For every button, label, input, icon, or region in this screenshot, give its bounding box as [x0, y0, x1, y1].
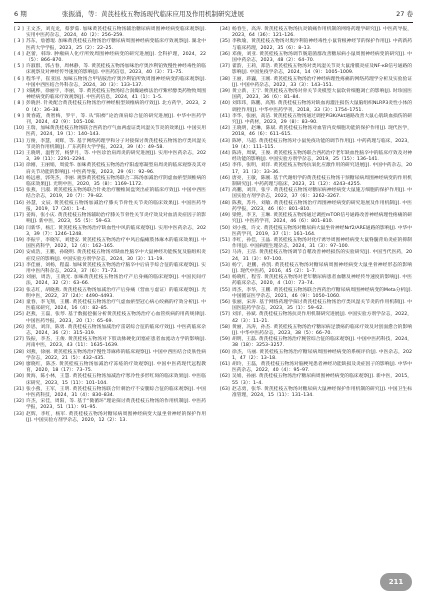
- reference-entry: [220, 163, 412, 175]
- reference-number: [16]: [14, 200, 24, 206]
- reference-entry: [14, 89, 206, 101]
- reference-text: 张小燕，王军，王明. 黄芪桂枝五物汤联合针刺治疗不安腿综合征的临床观察[J]. 中国中医药科技，2024，31（4）：830–834.: [26, 386, 206, 398]
- reference-entry: [14, 77, 206, 89]
- reference-entry: [220, 89, 412, 101]
- reference-entry: [14, 176, 206, 188]
- reference-number: [57]: [220, 312, 230, 318]
- reference-number: [ 4 ]: [14, 51, 24, 57]
- reference-entry: [14, 151, 206, 163]
- reference-number: [47]: [220, 188, 230, 194]
- reference-entry: [14, 114, 206, 126]
- reference-number: [63]: [220, 386, 230, 392]
- reference-number: [60]: [220, 349, 230, 355]
- reference-entry: [220, 387, 412, 399]
- reference-entry: [220, 226, 412, 238]
- reference-entry: [14, 250, 206, 262]
- reference-number: [50]: [220, 225, 230, 231]
- reference-entry: [220, 300, 412, 312]
- reference-entry: [220, 101, 412, 113]
- references-column-left: [14, 27, 206, 424]
- reference-number: [ 6 ]: [14, 76, 24, 82]
- reference-number: [ 5 ]: [14, 64, 24, 70]
- reference-text: 王瑞，加味黄芪桂枝五物汤联合西药治疗气血两虚证类风湿关节炎的效果[J]. 中国实用医药，2024，19（1）：140–143.: [26, 126, 206, 138]
- reference-entry: [14, 312, 206, 324]
- reference-entry: [220, 238, 412, 250]
- reference-text: 钱振，李杰，王俊. 黄芪桂枝五物汤对下肢动脉硬化闭塞症患者血流动力学的影响[J]. 河南中医，2023，43（11）：1635–1639.: [26, 337, 206, 349]
- reference-entry: [14, 374, 206, 386]
- reference-number: [31]: [14, 386, 24, 392]
- reference-entry: [14, 337, 206, 349]
- reference-entry: [14, 238, 206, 250]
- reference-number: [ 8 ]: [14, 101, 24, 107]
- reference-entry: [220, 176, 412, 188]
- reference-entry: [220, 275, 412, 287]
- reference-number: [28]: [14, 349, 24, 355]
- reference-entry: [220, 250, 412, 262]
- reference-text: 张志红，胡晓燕. 黄芪桂枝五物汤加减治疗产后身痛（营血亏虚证）的临床观察[J]. 光明中医，2022，37（24）：4490–4493.: [26, 287, 206, 299]
- reference-text: 邓俊，刘亚. 黄芪桂枝五物汤调节肠道菌群改善糖尿病小鼠周围神经病变的研究[J]. 中国中药杂志，2023，48（2）：64–70.: [232, 51, 412, 64]
- reference-number: [26]: [14, 324, 24, 330]
- reference-number: [52]: [220, 250, 230, 256]
- reference-text: 杨宁，赵鹏，孙凯. 黄芪桂枝五物汤对糖尿病周围神经病变大鼠坐骨神经形态的影响[J]. 现代中医药，2016，45（2）：1–7.: [232, 262, 412, 274]
- reference-entry: [220, 188, 412, 200]
- reference-entry: [220, 151, 412, 163]
- reference-entry: [220, 201, 412, 213]
- reference-text: 彭晓洪. 针灸配合黄芪桂枝五物汤治疗神经根型颈椎病的疗效[J]. 北方药学，2023，20（4）：36–38.: [26, 101, 206, 113]
- reference-text: 廖晓红，陈杰. 黄芪桂枝五物汤加减治疗冻疮的疗效观察[J]. 中国中医药现代远程教育，2020，18（17）：73–75.: [26, 361, 206, 374]
- reference-entry: [14, 126, 206, 138]
- reference-text: 周杰，李华，王鹏. 黄芪桂枝五物汤联合西药治疗糖尿病周围神经病变的Meta分析[J]. 中国循证医学杂志，2021，46（9）：1050–1060.: [232, 287, 412, 299]
- reference-number: [22]: [14, 275, 24, 281]
- reference-number: [35]: [220, 39, 230, 45]
- reference-number: [61]: [220, 361, 230, 367]
- reference-entry: [14, 362, 206, 374]
- reference-number: [ 2 ]: [14, 27, 24, 32]
- reference-entry: [14, 325, 206, 337]
- reference-entry: [220, 27, 412, 39]
- reference-text: 赵燕，王磊，张琴. 基于数据挖掘分析黄芪桂枝五物汤治疗心血管疾病的用药规律[J]. 中国医药导报，2023，20（1）：65–69.: [26, 312, 206, 324]
- reference-entry: [220, 39, 412, 51]
- reference-entry: [220, 312, 412, 324]
- reference-entry: [14, 64, 206, 76]
- reference-entry: [220, 337, 412, 349]
- reference-number: [58]: [220, 324, 230, 330]
- reference-number: [ 7 ]: [14, 89, 24, 95]
- reference-text: 程华平，崔亚国. 加味五物汤合甲钴胺治疗奥沙利铂所致周围神经病变的临床观察[J]. 中国中西医结合外科杂志，2024，30（3）：133–137.: [26, 76, 206, 88]
- reference-text: 刘玮玮，陈鹏，高翔. 黄芪桂枝五物汤对缺血再灌注损伤大鼠脑组织NLRP3炎性小体的调控作用[J]. 中华中医药学刊，2018，33（3）：1754–1751.: [232, 101, 412, 113]
- reference-entry: [14, 300, 206, 312]
- reference-number: [24]: [14, 299, 24, 305]
- reference-text: 刘洋，孙斌. 黄芪桂枝五物汤抗炎作用机制研究进展[J]. 中国实验方剂学杂志，2022，42（3）：11–21.: [232, 312, 412, 324]
- reference-text: 胡明，王磊. 黄芪桂枝五物汤治疗腕管综合征的临床观察[J]. 中国中医药科技，2024，38（18）：3253–3257.: [232, 337, 412, 349]
- reference-entry: [14, 399, 206, 411]
- reference-entry: [14, 387, 206, 399]
- reference-text: 张燕，吕淑. 黄芪桂枝五物汤联合针灸治疗腰椎间盘突出症的临床疗效[J]. 中国中西医结合杂志，2019，20（7）：79–82.: [26, 188, 206, 200]
- reference-entry: [14, 275, 206, 287]
- reference-number: [44]: [220, 151, 230, 157]
- reference-number: [55]: [220, 287, 230, 293]
- reference-text: 许淑群，郭占春，周林静，等. 黄芪桂枝五物汤加味治疗奥沙利铂致慢性神经毒性的临床观察及对神经传导速度的影响[J]. 中医药信息，2023，40（3）：71–75.: [26, 64, 206, 76]
- reference-text: 黄春霞，黄智梅，罗宇，等. 从“阳痹”论治颈肩综合征的研究进展[J]. 中华中医药学刊，2024，42（9）：105–108.: [26, 113, 206, 126]
- reference-entry: [220, 350, 412, 362]
- reference-text: 孙慧，文辰. 黄芪桂枝五物汤加减治疗膝关节骨性关节炎的临床效果[J]. 中国医药导报，2019，17（24）：1–4.: [26, 200, 206, 212]
- reference-number: [56]: [220, 299, 230, 305]
- reference-text: 许杰，宋佳，周阳，等. 基于“微循环”理论探讨黄芪桂枝五物汤的作用机制[J]. 中医药学报，2023，51（11）：91–95.: [26, 399, 206, 411]
- reference-number: [21]: [14, 262, 24, 268]
- reference-number: [23]: [14, 287, 24, 293]
- reference-number: [19]: [14, 237, 24, 243]
- reference-text: 张丽，宋涛. 基于网络药理学探讨黄芪桂枝五物汤治疗类风湿关节炎的作用机制[J]. 中国医院药学杂志，2023，35（1）：59–62.: [232, 299, 412, 312]
- reference-text: 杨晓红，程雪. 黄芪桂枝五物汤对老年糖尿病患者血糖及神经传导速度的影响[J]. 中医药临床杂志，2020，4（10）：73–74.: [232, 275, 412, 287]
- reference-entry: [14, 39, 206, 51]
- running-header: [14, 7, 413, 21]
- reference-number: [41]: [220, 113, 230, 119]
- reference-number: [34]: [220, 27, 230, 32]
- reference-number: [51]: [220, 237, 230, 243]
- reference-number: [54]: [220, 275, 230, 281]
- reference-number: [20]: [14, 250, 24, 256]
- volume-label: 27 卷: [396, 10, 413, 18]
- reference-text: 翟韵，王莉，郑浩. 黄芪桂枝五物汤对类风湿关节炎大鼠滑膜炎症及NF-κB信号通路的影响[J]. 中国免疫学杂志，2024，14（9）：1005–1009.: [232, 64, 412, 76]
- reference-text: 陈婷，马超. 黄芪桂枝五物汤对小鼠免疫功能的调节作用[J]. 中药药理与临床，2023，19（4）：111–115.: [232, 138, 412, 150]
- reference-entry: [220, 374, 412, 386]
- header-rule: [14, 22, 413, 23]
- reference-number: [15]: [14, 188, 24, 194]
- reference-number: [59]: [220, 337, 230, 343]
- reference-number: [12]: [14, 151, 24, 157]
- reference-text: 李佳丽，刘杨，程磊. 加味黄芪桂枝五物汤治疗脑卒中后肩手综合征的临床观察[J]. 实用中医内科杂志，2023，37（6）：71–73.: [26, 262, 206, 274]
- reference-entry: [14, 263, 206, 275]
- reference-text: 王文杰，刘克龙，蔡梦茹. 加味黄芪桂枝五物汤辅治糖尿病周围神经病变临床观察[J]. 实用中医药杂志，2024，40（2）：256–259.: [26, 27, 206, 39]
- reference-text: 刘燕，徐丽. 黄芪桂枝五物汤治疗慢性荨麻疹的临床观察[J]. 中国中西医结合皮肤性病学杂志，2022，21（5）：432–435.: [26, 349, 206, 361]
- reference-entry: [220, 362, 412, 374]
- reference-number: [42]: [220, 126, 230, 132]
- reference-text: 李秋瑜，黄芪桂枝五物汤对奥沙利铂神经毒性小鼠背根神经节的保护作用[J]. 中药新药与临床药理，2022，35（6）：8–13.: [232, 39, 412, 51]
- reference-entry: [220, 288, 412, 300]
- reference-number: [11]: [14, 138, 24, 144]
- reference-text: 杨春生，高涛. 黄芪桂枝五物汤抗炎镇痛作用机制的网络药理学研究[J]. 中医药导报，2023，64（36）：121–126.: [232, 27, 412, 39]
- reference-number: [25]: [14, 312, 24, 318]
- reference-text: 彭思，刘洋，陈勇. 黄芪桂枝五物汤加减治疗雷诺综合征的临床疗效[J]. 中医药临床杂志，2024，36（2）：315–319.: [26, 324, 206, 336]
- reference-text: 童春，李飞翔，王鹏. 黄芪桂枝五物汤治疗气虚血瘀型冠心病心绞痛的疗效分析[J]. 中医临床研究，2024，16（4）：82–85.: [26, 299, 206, 312]
- reference-text: 陈涛，周斌，王俊. 黄芪桂枝五物汤联合西药治疗老年缺血性脑卒中的临床疗效及对神经功能的影响[J]. 中国实验方剂学杂志，2019，25（15）：136–141.: [232, 151, 412, 163]
- reference-number: [27]: [14, 337, 24, 343]
- reference-number: [13]: [14, 163, 24, 169]
- reference-entry: [14, 213, 206, 225]
- reference-number: [17]: [14, 213, 24, 219]
- reference-number: [38]: [220, 76, 230, 82]
- reference-text: 万俊，李慧，刘辉，等. 基于网络药理学和分子对接探讨黄芪桂枝五物汤治疗类风湿关节炎的作用机制[J]. 广东药科大学学报，2023，39（4）：49–58.: [26, 138, 206, 150]
- reference-entry: [220, 325, 412, 337]
- running-title: 张振涌，等：黄芪桂枝五物汤现代临床应用及作用机制研究进展: [62, 10, 244, 18]
- reference-entry: [220, 126, 412, 138]
- reference-text: 马涛，王洁. 黄芪桂枝五物汤调节自噬改善神经损伤的实验研究[J]. 中国当代医药，2024，31（3）：97–100.: [232, 250, 412, 262]
- reference-entry: [14, 139, 206, 151]
- reference-entry: [220, 213, 412, 225]
- reference-text: 苏东，詹德琨. 加味黄芪桂枝五物汤治疗糖尿病周围神经病变临床疗效观察[J]. 湖北中医药大学学报，2023，25（2）：22–25.: [26, 39, 206, 51]
- reference-text: 胡玲，王磊，黄芪桂枝五物汤对脑梗死患者神经功能缺损及炎症因子的影响[J]. 中华中医药杂志，2022，40（4）：95–97.: [232, 361, 412, 374]
- reference-text: 赵志勇，张华. 黄芪桂枝五物汤对糖尿病大鼠神经保护作用机制的研究[J]. 中国卫生标准管理，2024，15（11）：131–134.: [232, 386, 412, 398]
- reference-number: [14]: [14, 175, 24, 181]
- issue-label: 6 期: [14, 10, 27, 18]
- reference-text: 徐杰，马丽. 黄芪桂枝五物汤治疗糖尿病周围神经病变的系统评价[J]. 中医杂志，2021，47（2）：13–18.: [232, 349, 412, 361]
- reference-entry: [220, 114, 412, 126]
- reference-text: 王晓明，赵琳，陈斌. 黄芪桂枝五物汤对血管内皮细胞功能的保护作用[J]. 现代医学，2018，46（6）：611–615.: [232, 126, 412, 138]
- reference-text: 赵蕾，韩珍. 肿瘤病人化疗所致周围神经病变的研究进展[J]. 全科护理，2024，22（5）：866–870.: [26, 51, 206, 64]
- reference-text: 黄海，陈小林，王慧. 黄芪桂枝五物汤加减治疗寒冷性多形红斑的临床效果[J]. 中医临床研究，2023，15（11）：101–104.: [26, 374, 206, 386]
- reference-entry: [14, 52, 206, 64]
- page-number-badge: 211: [380, 573, 412, 591]
- reference-text: 徐刚，王丽娟，周爱华. 加味黄芪桂枝五物汤治疗阳虚寒凝型肩周炎的临床观察及其对肩关节功能的影响[J]. 中医药导报，2023，29（6）：92–96.: [26, 163, 206, 175]
- reference-entry: [220, 52, 412, 64]
- reference-text: 安成浩，王鹏，孙晓明. 黄芪桂枝五物汤对缺血性脑卒中大鼠神经功能恢复及脑组织炎症反应的影响[J]. 中国实验方剂学杂志，2024，30（3）：11–19.: [26, 250, 206, 262]
- reference-number: [48]: [220, 200, 230, 206]
- reference-text: 李红，孙佳，王晶. 黄芪桂枝五物汤对化疗诱导周围神经病变大鼠脊髓背角炎症的抑制作用[J]. 中国病理生理杂志，2024，31（3）：97–100.: [232, 237, 412, 250]
- reference-number: [46]: [220, 175, 230, 181]
- reference-number: [49]: [220, 213, 230, 219]
- reference-entry: [14, 188, 206, 200]
- reference-entry: [220, 139, 412, 151]
- reference-entry: [14, 226, 206, 238]
- reference-number: [40]: [220, 101, 230, 107]
- reference-number: [30]: [14, 374, 24, 380]
- reference-text: 姜海，张小庆. 黄芪桂枝五物汤辅助治疗膝关节骨性关节炎疗效及对血清炎症因子的影响[J]. 新中医，2023，55（5）：59–63.: [26, 213, 206, 225]
- reference-number: [ 9 ]: [14, 113, 24, 119]
- reference-text: 梁艳，李卫，王琳. 黄芪桂枝五物汤通过调控mTOR信号通路改善神经病理性疼痛的研究[J]. 中医药学刊，2024，46（6）：801–810.: [232, 213, 412, 225]
- reference-text: 高鹏，刘洋，张宇. 黄芪桂枝五物汤对糖尿病神经病变大鼠施万细胞的保护作用[J]. 中国实验方剂学杂志，2022，37（6）：3262–3267.: [232, 188, 412, 200]
- reference-text: 黄立新，王宁. 黄芪桂枝五物汤对骨关节炎模型大鼠软骨细胞凋亡的影响[J]. 时珍国医国药，2023，36（6）：81–84.: [232, 89, 412, 101]
- reference-number: [32]: [14, 399, 24, 405]
- reference-text: 闫新华，杨汇. 黄芪桂枝五物汤治疗缺血性中风的临床观察[J]. 实用中医药杂志，2023，39（7）：1246–1248.: [26, 225, 206, 237]
- reference-number: [39]: [220, 89, 230, 95]
- reference-text: 刘砚桦，徐丽宇，李丽，等. 黄芪桂枝五物汤结合润燥通痹法治疗紫杉醇类药物致周围神经病变的临床疗效观察[J]. 中医药信息，2024，41（1）：1–5.: [26, 89, 206, 101]
- reference-number: [62]: [220, 374, 230, 380]
- reference-number: [33]: [14, 411, 24, 417]
- reference-number: [45]: [220, 163, 230, 169]
- reference-text: 吴娟，孙丽. 黄芪桂枝五物汤治疗糖尿病周围神经病变的临床观察[J]. 新中医，2015，55（3）：1–4.: [232, 374, 412, 386]
- reference-number: [ 3 ]: [14, 39, 24, 45]
- reference-entry: [14, 163, 206, 175]
- reference-text: 赵辉，李红，杨军. 黄芪桂枝五物汤对糖尿病周围神经病变大鼠坐骨神经的保护作用[J]. 中国实验方剂学杂志，2020，12（2）：13.: [26, 411, 206, 423]
- references-column-right: [220, 27, 412, 399]
- reference-text: 李华，张丽，高洁. 黄芪桂枝五物汤通过调控PI3K/Akt通路改善大鼠心肌缺血损伤的研究[J]. 中药材，2023，29（8）：83–90.: [232, 113, 412, 126]
- reference-text: 王丽，蒋巍，王刚. 黄芪桂枝五物汤治疗神经病理性疼痛的网络药理学分析及实验验证[J]. 中国中药杂志，2022，33（3）：143–151.: [232, 76, 412, 88]
- reference-text: 刘丽，周浩，王晓光. 加味黄芪桂枝五物汤治疗产后身痛的临床观察[J]. 中国民间疗法，2024，32（2）：63–66.: [26, 275, 206, 287]
- reference-entry: [220, 64, 412, 76]
- reference-text: 唐亮，王敏，陈刚. 基于代谢组学的黄芪桂枝五物汤干预糖尿病周围神经病变的作用机制研究[J]. 中药药理与临床，2023，21（12）：4243–4255.: [232, 175, 412, 188]
- reference-entry: [220, 263, 412, 275]
- reference-text: 杨远惠，郭英杰，李丽. 观察黄芪桂枝五物汤联合二陈汤加减治疗阴虚血瘀型颈椎病的临床效果[J]. 光明中医，2020，35（8）：1169–1172.: [26, 175, 206, 188]
- reference-number: [37]: [220, 64, 230, 70]
- reference-number: [10]: [14, 126, 24, 132]
- reference-number: [29]: [14, 361, 24, 367]
- reference-entry: [14, 412, 206, 424]
- reference-entry: [14, 101, 206, 113]
- reference-text: 刘小燕，许文. 黄芪桂枝五物汤对糖尿病大鼠坐骨神经Nrf2/ARE通路的影响[J]. 中华中医药学刊，2019，37（1）：161–164.: [232, 225, 412, 237]
- reference-entry: [14, 350, 206, 362]
- reference-text: 李振宇，李晓军，刘建安. 黄芪桂枝五物汤治疗中风后偏瘫肢体麻木的临床效果[J]. 中国医药科学，2022，12（4）：162–165.: [26, 237, 206, 250]
- reference-entry: [14, 201, 206, 213]
- reference-number: [53]: [220, 262, 230, 268]
- reference-entry: [14, 288, 206, 300]
- reference-text: 李伟，张明，刘洋. 黄芪桂枝五物汤抗氧化应激作用的研究进展[J]. 中国中药杂志，2017，31（3）：33–36.: [232, 163, 412, 175]
- reference-text: 王晓明，温哲芳，杨梦月，等. 中医诊治肩周炎的研究进展[J]. 实用中医药杂志，2023，39（11）：2291–2294.: [26, 151, 206, 163]
- reference-text: 黄丽，冯涛，孙杰. 黄芪桂枝五物汤治疗糖尿病足溃疡的临床疗效及对创面愈合的影响[J]. 中华中医药杂志，2023，38（5）：66–70.: [232, 324, 412, 336]
- reference-number: [18]: [14, 225, 24, 231]
- reference-text: 陈燕，苏丹，刘敏. 黄芪桂枝五物汤治疗周围神经病变的研究进展及作用机制[J]. 中医药学报，2023，46（6）：801–810.: [232, 200, 412, 212]
- reference-number: [43]: [220, 138, 230, 144]
- reference-entry: [14, 27, 206, 39]
- reference-entry: [220, 77, 412, 89]
- reference-number: [36]: [220, 51, 230, 57]
